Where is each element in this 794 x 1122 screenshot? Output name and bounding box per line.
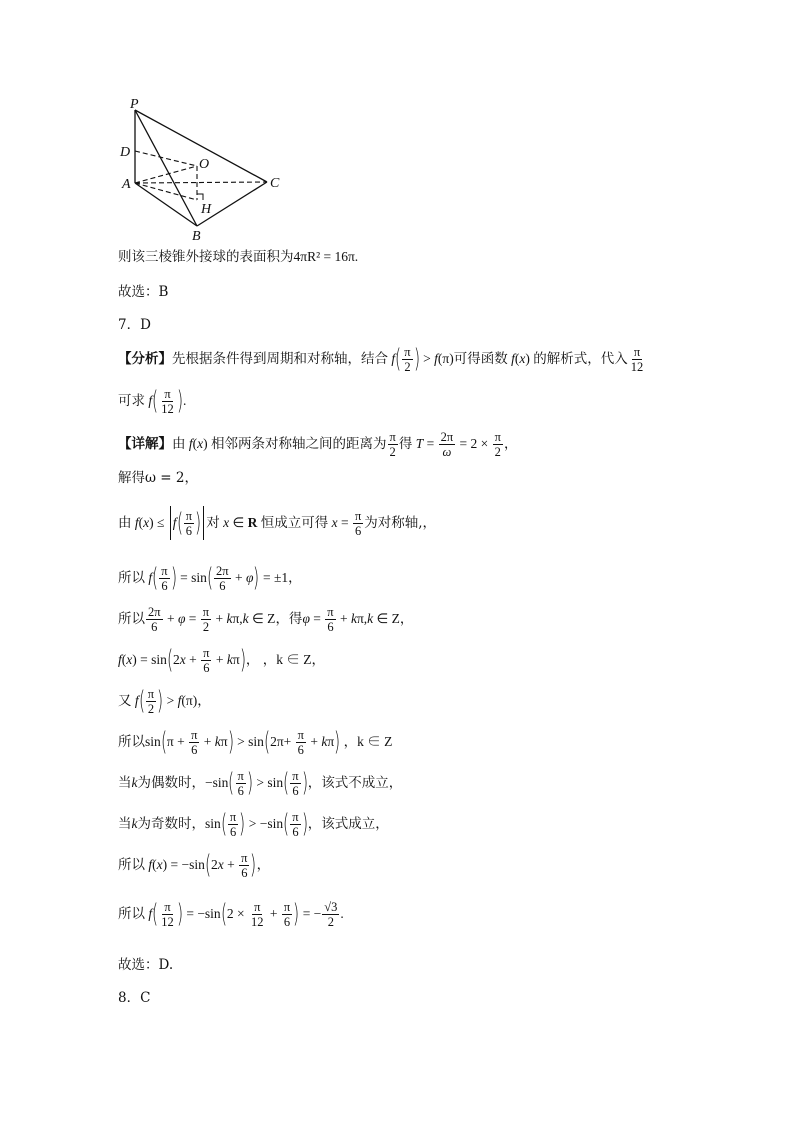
sentence: 的解析式，代入 bbox=[533, 351, 628, 367]
text-line-1 bbox=[118, 247, 358, 267]
segment-do-dashed bbox=[135, 151, 197, 166]
sentence: 所以 bbox=[118, 570, 145, 586]
tetrahedron-figure bbox=[112, 96, 312, 246]
sentence: 得 bbox=[398, 436, 413, 452]
sentence: 可求 bbox=[118, 393, 145, 409]
sentence: 由 bbox=[172, 436, 186, 452]
text-line-14: 当 k 为偶数时， −sin ( $\frac{\pi}{6}$ ) > sin ( $\frac{\pi}{6}$ ) ，该式不成立， bbox=[118, 768, 403, 798]
label-h: H bbox=[201, 202, 212, 217]
sentence: 当 bbox=[118, 775, 132, 791]
sentence: ，得 bbox=[275, 611, 303, 627]
sentence: 由 bbox=[118, 515, 132, 531]
text-line-15: 当 k 为奇数时， sin ( $\frac{\pi}{6}$ ) > −sin ( $\frac{\pi}{6}$ ) ，该式成立， bbox=[118, 809, 389, 839]
label-d: D bbox=[120, 145, 131, 160]
text-line-9: 所以 f ( $\frac{\pi}{6}$ ) = sin ( $\frac{2\pi}{6}$ + φ ) = ±1， bbox=[118, 563, 302, 593]
question-number: 7．D bbox=[118, 317, 151, 333]
segment-ah-dashed bbox=[135, 183, 197, 200]
formula: ，k ∈ Z bbox=[343, 734, 393, 749]
right-angle-mark bbox=[197, 194, 203, 200]
label-a: A bbox=[122, 177, 131, 192]
detail-line: 【详解】 由 f ( x ) 相邻两条对称轴之间的距离为 $\frac{\pi}{2}$ 得 T = $\frac{2\pi}{\omega}$ = 2 × $\frac{\pi}{2}$ ， bbox=[118, 429, 518, 459]
sentence: 相邻两条对称轴之间的距离为 bbox=[211, 436, 387, 452]
formula: 4πR² = 16π. bbox=[293, 249, 359, 264]
analysis-tag: 【分析】 bbox=[118, 351, 172, 367]
analysis-line: 【分析】 先根据条件得到周期和对称轴，结合 f ( $\frac{\pi}{2}$ ) > f (π) 可得函数 f ( x ) 的解析式，代入 $\frac{\pi}{12}$ bbox=[118, 344, 644, 374]
text-line-13: 所以 sin ( π + $\frac{\pi}{6}$ + k π ) > sin ( 2π+ $\frac{\pi}{6}$ + k π ) ，k ∈ Z bbox=[118, 727, 393, 757]
text-line-12: 又 f ( $\frac{\pi}{2}$ ) > f (π)， bbox=[118, 686, 211, 716]
answer-line: 故选：B bbox=[118, 284, 169, 300]
sentence: 则该三棱锥外接球的表面积为 bbox=[118, 249, 294, 265]
sentence: 为对称轴,， bbox=[364, 515, 437, 531]
text-line-16: 所以 f ( x ) = −sin ( 2 x + $\frac{\pi}{6}$ ) ， bbox=[118, 850, 271, 880]
label-p: P bbox=[130, 97, 139, 112]
sentence: 所以 bbox=[118, 906, 145, 922]
text-line-10: 所以 $\frac{2\pi}{6}$ + φ = $\frac{\pi}{2}$ + k π, k ∈ Z ，得 φ = $\frac{\pi}{6}$ + k π, k ∈ Z， bbox=[118, 604, 414, 634]
sentence: 恒成立可得 bbox=[260, 515, 329, 531]
sentence: 又 bbox=[118, 693, 132, 709]
sentence: ，该式成立， bbox=[307, 816, 389, 832]
sentence: 当 bbox=[118, 816, 132, 832]
sentence: 为偶数时， bbox=[137, 775, 205, 791]
sentence: 为奇数时， bbox=[137, 816, 205, 832]
text-line-8: 由 f ( x ) ≤ f ( $\frac{\pi}{6}$ ) 对 x ∈ R 恒成立可得 x = $\frac{\pi}{6}$ 为对称轴,， bbox=[118, 508, 437, 538]
sentence: 所以 bbox=[118, 857, 145, 873]
label-b: B bbox=[192, 229, 201, 244]
label-c: C bbox=[270, 176, 280, 191]
question-number-8: 8．C bbox=[118, 990, 151, 1006]
label-o: O bbox=[199, 157, 210, 172]
answer-line-2: 故选：D. bbox=[118, 957, 174, 973]
sentence: ，该式不成立， bbox=[307, 775, 403, 791]
edge-ac-dashed bbox=[135, 182, 267, 183]
sentence: 所以 bbox=[118, 734, 145, 750]
tetrahedron-diagram bbox=[112, 96, 312, 246]
sentence: 先根据条件得到周期和对称轴，结合 bbox=[172, 351, 388, 367]
text-line-7: 解得ω = 2， bbox=[118, 470, 198, 486]
text-line-17: 所以 f ( $\frac{\pi}{12}$ ) = −sin ( 2 × $\frac{\pi}{12}$ + $\frac{\pi}{6}$ ) = − $\frac{√3}{2}$ . bbox=[118, 899, 344, 929]
sentence: 所以 bbox=[118, 611, 145, 627]
detail-tag: 【详解】 bbox=[118, 436, 172, 452]
edge-ab bbox=[135, 183, 197, 226]
formula: ，k ∈ Z， bbox=[262, 652, 325, 667]
sentence: 可得函数 bbox=[453, 351, 508, 367]
text-line-5: 可求 f ( $\frac{\pi}{12}$ ) . bbox=[118, 386, 187, 416]
text-line-11: f ( x ) = sin ( 2 x + $\frac{\pi}{6}$ + k π ) ， ，k ∈ Z， bbox=[118, 645, 325, 675]
sentence: 对 bbox=[206, 515, 220, 531]
